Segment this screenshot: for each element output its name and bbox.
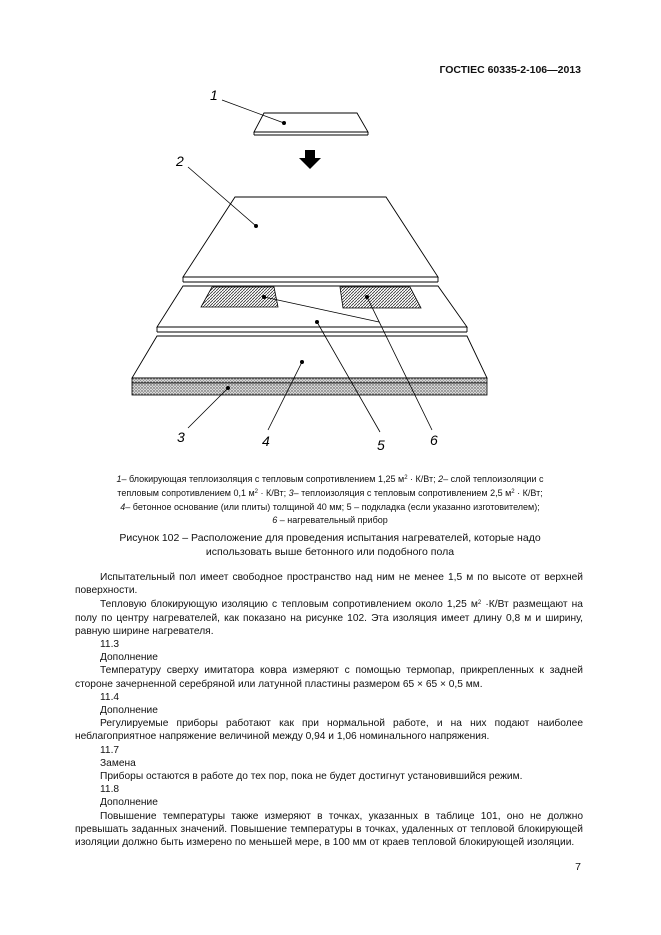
section-label-11-4: Дополнение [100, 705, 158, 717]
layer-3-insulation [157, 286, 467, 332]
section-label-11-3: Дополнение [100, 652, 158, 664]
paragraph-test-floor: Испытательный пол имеет свободное пространство над ним не менее 1,5 м по высоте от верхней поверхности. [75, 572, 583, 597]
paragraph-temperature-rise: Повышение температуры также измеряют в точках, указанных в таблице 101, оно не должно превышать заданных значений. Повышение температуры в точках, удаленных от тепловой блокирующей изоляции должно быть измерено по меньшей мере, в 100 мм от краев тепловой блокирующей изоляции. [75, 810, 583, 849]
legend-line-2: тепловым сопротивлением 0,1 $м^2 \cdot К/Вт$; 3– теплоизоляция с тепловым сопротивлением 2,5 $м^2 \cdot К/Вт$; [117, 488, 543, 499]
figure-label-3: 3 [177, 429, 185, 445]
section-label-11-8: Дополнение [100, 797, 158, 809]
figure-label-5: 5 [377, 437, 385, 453]
page-number: 7 [575, 861, 581, 873]
down-arrow-icon [299, 150, 321, 169]
figure-legend [70, 472, 590, 528]
paragraph-steady-state: Приборы остаются в работе до тех пор, пока не будет достигнут установившийся режим. [100, 771, 523, 783]
figure-label-2: 2 [176, 153, 184, 169]
body-text [75, 571, 583, 849]
figure-label-1: 1 [210, 87, 218, 103]
section-number-11-7: 11.7 [100, 744, 120, 756]
figure-label-6: 6 [430, 432, 438, 448]
section-number-11-4: 11.4 [100, 691, 120, 703]
section-number-11-3: 11.3 [100, 639, 120, 651]
figure-title-line-2: использовать выше бетонного или подобного пола [205, 546, 455, 558]
figure-title [90, 531, 570, 559]
layer-4-base [132, 336, 487, 395]
paragraph-carpet-temperature: Температуру сверху имитатора ковра измеряют с помощью термопар, прикрепленных к задней стороне зачерненной серебряной или латунной пластины размером 65 × 65 × 0,5 мм. [75, 665, 583, 690]
legend-line-4: 6 – нагревательный прибор [272, 515, 388, 526]
paragraph-blocking-insulation: Тепловую блокирующую изоляцию с тепловым сопротивлением около 1,25 $м^2 \cdot К/Вт$ размещают на полу по центру нагревателей, как показано на рисунке 102. Эта изоляция имеет длину 0,8 м и ширину, равную ширине нагревателя. [75, 599, 583, 637]
section-number-11-8: 11.8 [100, 784, 120, 796]
standard-header: ГОСТIEC 60335-2-106—2013 [439, 64, 581, 76]
layer-1-blocking-insulation [254, 113, 368, 135]
figure-label-4: 4 [262, 433, 270, 449]
section-label-11-7: Замена [100, 757, 136, 769]
layer-2-heater [183, 197, 438, 282]
legend-line-3: 4– бетонное основание (или плиты) толщиной 40 мм; 5 – подкладка (если указанно изготовителем); [120, 501, 540, 512]
figure-title-line-1: Рисунок 102 – Расположение для проведения испытания нагревателей, которые надо [119, 532, 541, 544]
legend-line-1: 1– блокирующая теплоизоляция с тепловым сопротивлением 1,25 $м^2 \cdot К/Вт$; 2– слой теплоизоляции с [116, 474, 544, 484]
paragraph-regulated-devices: Регулируемые приборы работают как при нормальной работе, и на них подают наиболее неблагоприятное напряжение величиной между 0,94 и 1,06 номинального напряжения. [75, 718, 583, 743]
